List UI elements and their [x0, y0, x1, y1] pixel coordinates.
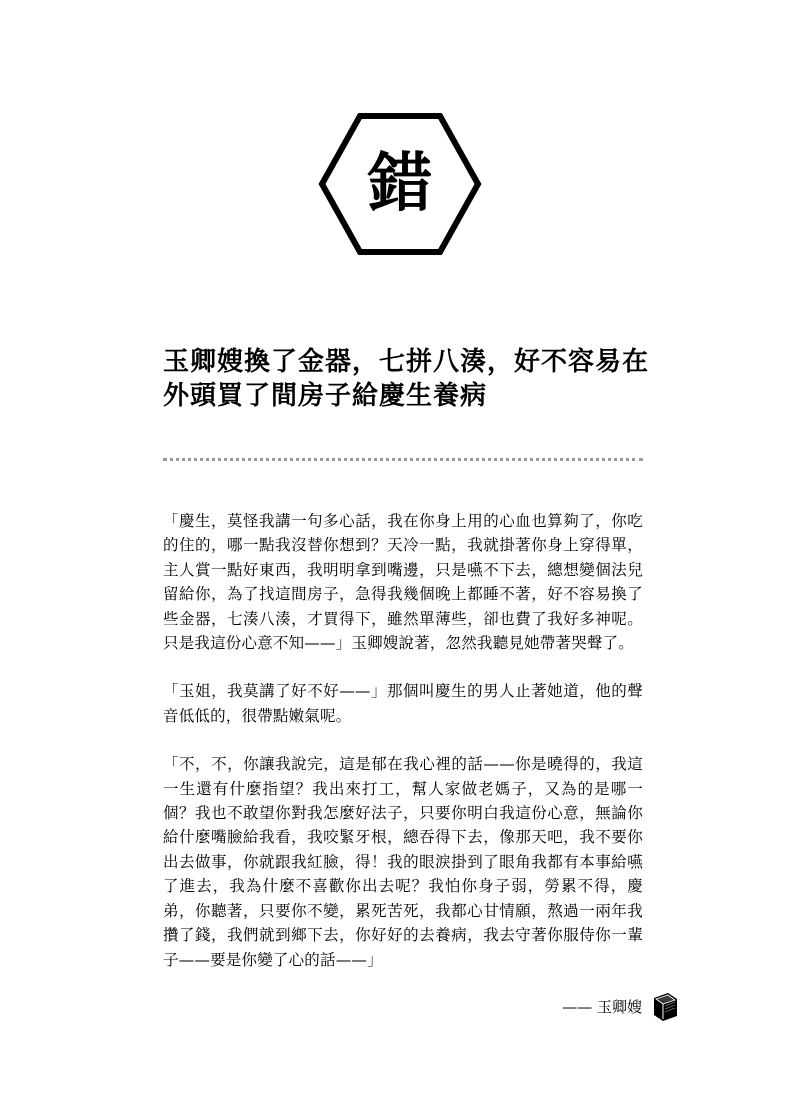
dotted-divider	[163, 458, 643, 461]
paragraph: 「玉姐，我莫講了好不好——」那個叫慶生的男人止著她道，他的聲音低低的，很帶點嫩氣呢。	[163, 682, 643, 725]
page-title	[163, 345, 663, 413]
body-text	[163, 509, 643, 996]
signature-text: —— 玉卿嫂	[562, 997, 642, 1016]
paragraph: 「慶生，莫怪我講一句多心話，我在你身上用的心血也算夠了，你吃的住的，哪一點我沒替你想到？天冷一點，我就掛著你身上穿得單，主人賞一點好東西，我明明拿到嘴邊，只是嚥不下去，總想變個法兒留給你，為了找這間房子，急得我幾個晚上都睡不著，好不容易換了些金器，七湊八湊，才買得下，雖然單薄些，卻也費了我好多神呢。只是我這份心意不知——」玉卿嫂說著，忽然我聽見她帶著哭聲了。	[163, 512, 643, 653]
hexagon-emblem	[318, 112, 482, 256]
paragraph: 「不，不，你讓我說完，這是郁在我心裡的話——你是曉得的，我這一生還有什麼指望？我出來打工，幫人家做老媽子，又為的是哪一個？我也不敢望你對我怎麼好法子，只要你明白我這份心意，無論你給什麼嘴臉給我看，我咬緊牙根，總吞得下去，像那天吧，我不要你出去做事，你就跟我紅臉，得！我的眼淚掛到了眼角我都有本事給嚥了進去，我為什麼不喜歡你出去呢？我怕你身子弱，勞累不得，慶弟，你聽著，只要你不變，累死苦死，我都心甘情願，熬過一兩年我攢了錢，我們就到鄉下去，你好好的去養病，我去守著你服侍你一輩子——要是你變了心的話——」	[163, 755, 643, 969]
book-icon	[650, 990, 680, 1022]
title-line-2: 外頭買了間房子給慶生養病	[163, 381, 488, 411]
signature	[520, 986, 680, 1026]
emblem-character: 錯	[368, 146, 432, 221]
title-line-1: 玉卿嫂換了金器，七拼八湊，好不容易在	[163, 347, 650, 377]
